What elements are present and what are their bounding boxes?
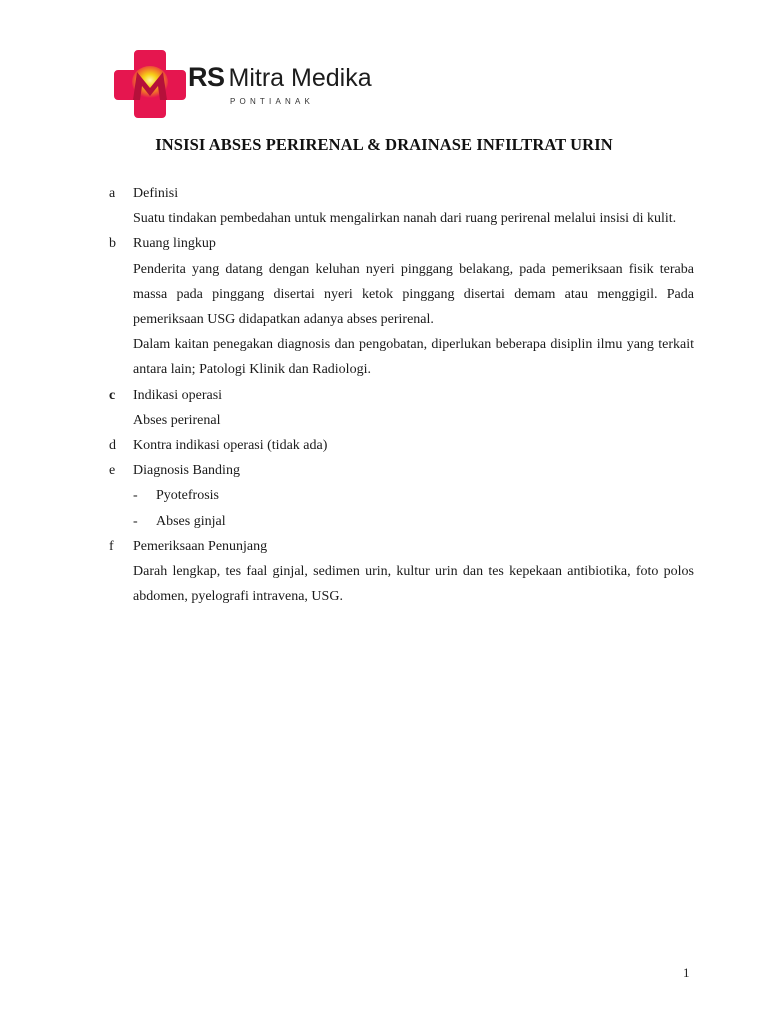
document-body — [109, 181, 694, 609]
section-a-body: Suatu tindakan pembedahan untuk mengalirkan nanah dari ruang perirenal melalui insisi di kulit. — [133, 211, 677, 227]
section-f-body: Darah lengkap, tes faal ginjal, sedimen urin, kultur urin dan tes kepekaan antibiotika, foto polos abdomen, pyelografi intravena, USG. — [133, 564, 694, 605]
section-d-heading-row — [109, 433, 694, 458]
section-f-heading-row — [109, 534, 694, 559]
logo-city-text: PONTIANAK — [230, 97, 315, 106]
section-d-marker: d — [109, 438, 116, 454]
section-f-heading: Pemeriksaan Penunjang — [133, 538, 268, 554]
logo-wordmark — [188, 62, 372, 93]
section-d-heading: Kontra indikasi operasi (tidak ada) — [133, 438, 328, 454]
section-c-marker: c — [109, 387, 116, 403]
logo-name-text: Mitra Medika — [228, 64, 372, 92]
section-b-body-1: Penderita yang datang dengan keluhan nyeri pinggang belakang, pada pemeriksaan fisik teraba massa pada pinggang disertai nyeri ketok pinggang disertai demam atau menggigil. Pada pemeriksaan USG didapatkan adanya abses perirenal. — [133, 261, 694, 328]
section-e-heading: Diagnosis Banding — [133, 463, 240, 479]
section-a-heading: Definisi — [133, 186, 179, 201]
page-number: 1 — [683, 965, 690, 980]
section-c-body: Abses perirenal — [133, 412, 221, 428]
section-b-heading: Ruang lingkup — [133, 236, 216, 252]
document-title: INSISI ABSES PERIRENAL & DRAINASE INFILTRAT URIN — [155, 135, 613, 154]
section-e-heading-row — [109, 458, 694, 483]
list-item-text: Pyotefrosis — [156, 488, 219, 504]
medical-cross-logo-icon — [112, 46, 190, 122]
section-e-marker: e — [109, 463, 116, 479]
section-a-heading-row — [109, 181, 694, 206]
section-f-marker: f — [109, 538, 114, 554]
section-a-marker: a — [109, 186, 116, 201]
list-item — [109, 483, 694, 508]
logo-rs-text: RS — [188, 62, 225, 92]
list-item-text: Abses ginjal — [156, 513, 226, 529]
section-b-body-2: Dalam kaitan penegakan diagnosis dan pengobatan, diperlukan beberapa disiplin ilmu yang terkait antara lain; Patologi Klinik dan Radiologi. — [133, 337, 694, 378]
section-c-heading: Indikasi operasi — [133, 387, 223, 403]
section-c-heading-row — [109, 383, 694, 408]
section-b-heading-row — [109, 231, 694, 256]
hospital-logo — [112, 46, 372, 122]
list-item — [109, 509, 694, 534]
section-b-marker: b — [109, 236, 116, 252]
list-dash: - — [133, 513, 138, 529]
list-dash: - — [133, 488, 138, 504]
